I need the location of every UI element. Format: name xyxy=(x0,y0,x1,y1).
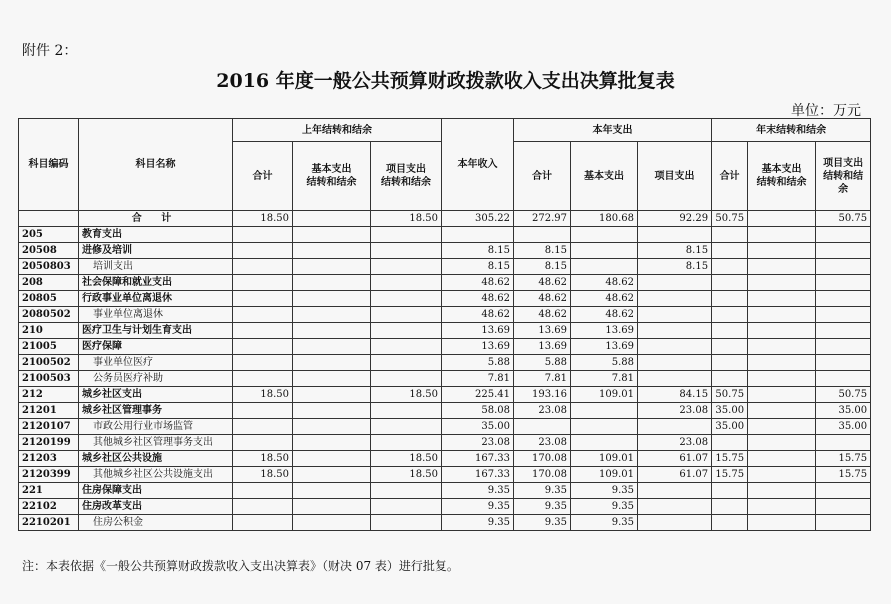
header-prev-project: 项目支出 结转和结余 xyxy=(371,142,442,211)
row-value: 48.62 xyxy=(571,291,638,307)
row-value xyxy=(712,339,748,355)
row-value xyxy=(371,483,442,499)
row-value xyxy=(712,371,748,387)
row-name: 医疗卫生与计划生育支出 xyxy=(79,323,233,339)
row-value: 50.75 xyxy=(712,387,748,403)
row-code: 2100502 xyxy=(19,355,79,371)
header-end-basic: 基本支出 结转和结余 xyxy=(748,142,816,211)
row-code xyxy=(19,211,79,227)
row-value xyxy=(293,499,371,515)
row-value: 5.88 xyxy=(571,355,638,371)
row-value xyxy=(371,435,442,451)
row-value: 61.07 xyxy=(638,451,712,467)
row-code: 221 xyxy=(19,483,79,499)
header-prev-basic: 基本支出 结转和结余 xyxy=(293,142,371,211)
row-value: 15.75 xyxy=(712,451,748,467)
row-value: 18.50 xyxy=(371,211,442,227)
row-name: 合 计 xyxy=(79,211,233,227)
row-name: 城乡社区支出 xyxy=(79,387,233,403)
row-value: 5.88 xyxy=(442,355,514,371)
row-value: 305.22 xyxy=(442,211,514,227)
row-value: 7.81 xyxy=(442,371,514,387)
row-value xyxy=(233,515,293,531)
row-value xyxy=(233,259,293,275)
row-name: 社会保障和就业支出 xyxy=(79,275,233,291)
row-value xyxy=(816,483,871,499)
row-value: 23.08 xyxy=(638,435,712,451)
header-name: 科目名称 xyxy=(79,119,233,211)
row-value xyxy=(293,419,371,435)
table-row xyxy=(19,307,871,323)
table-row xyxy=(19,259,871,275)
row-code: 205 xyxy=(19,227,79,243)
row-value xyxy=(293,483,371,499)
table-row xyxy=(19,435,871,451)
header-end-total: 合计 xyxy=(712,142,748,211)
row-value xyxy=(638,339,712,355)
row-value xyxy=(816,371,871,387)
row-value xyxy=(638,323,712,339)
row-value: 15.75 xyxy=(816,451,871,467)
row-value: 9.35 xyxy=(571,483,638,499)
row-value xyxy=(293,387,371,403)
row-value xyxy=(748,243,816,259)
row-value xyxy=(293,227,371,243)
row-value: 23.08 xyxy=(638,403,712,419)
row-value xyxy=(748,339,816,355)
table-row xyxy=(19,467,871,483)
row-name: 医疗保障 xyxy=(79,339,233,355)
row-value: 48.62 xyxy=(442,291,514,307)
row-value xyxy=(371,499,442,515)
row-value: 109.01 xyxy=(571,451,638,467)
row-value: 13.69 xyxy=(571,339,638,355)
row-value xyxy=(638,355,712,371)
row-value xyxy=(816,499,871,515)
row-value xyxy=(293,291,371,307)
row-value: 84.15 xyxy=(638,387,712,403)
budget-table xyxy=(18,118,871,531)
row-value xyxy=(233,435,293,451)
row-value xyxy=(748,387,816,403)
row-value xyxy=(748,419,816,435)
header-prev-total: 合计 xyxy=(233,142,293,211)
row-value xyxy=(293,259,371,275)
row-value xyxy=(816,323,871,339)
row-value xyxy=(712,307,748,323)
row-value xyxy=(816,307,871,323)
row-value: 15.75 xyxy=(712,467,748,483)
row-value: 23.08 xyxy=(442,435,514,451)
row-value: 92.29 xyxy=(638,211,712,227)
row-value xyxy=(638,291,712,307)
row-value: 272.97 xyxy=(514,211,571,227)
header-prev: 上年结转和结余 xyxy=(233,119,442,142)
row-value xyxy=(748,355,816,371)
table-row xyxy=(19,515,871,531)
row-value xyxy=(371,355,442,371)
row-value: 18.50 xyxy=(371,467,442,483)
row-value: 50.75 xyxy=(816,211,871,227)
page-title: 2016 年度一般公共预算财政拨款收入支出决算批复表 xyxy=(216,70,675,92)
row-value xyxy=(371,515,442,531)
header-cur-basic: 基本支出 xyxy=(571,142,638,211)
row-value xyxy=(371,371,442,387)
table-row xyxy=(19,339,871,355)
row-code: 22102 xyxy=(19,499,79,515)
row-value: 13.69 xyxy=(442,339,514,355)
row-value: 48.62 xyxy=(442,307,514,323)
header-cur: 本年支出 xyxy=(514,119,712,142)
table-row xyxy=(19,291,871,307)
table-row xyxy=(19,387,871,403)
row-value xyxy=(293,243,371,259)
row-value xyxy=(371,275,442,291)
row-value xyxy=(514,419,571,435)
row-value xyxy=(233,371,293,387)
row-value xyxy=(712,483,748,499)
row-value xyxy=(816,435,871,451)
row-value xyxy=(371,403,442,419)
row-code: 21005 xyxy=(19,339,79,355)
table-row xyxy=(19,451,871,467)
row-value xyxy=(233,323,293,339)
row-value: 48.62 xyxy=(571,307,638,323)
row-value xyxy=(638,307,712,323)
row-value xyxy=(638,419,712,435)
row-value xyxy=(816,339,871,355)
row-value xyxy=(293,467,371,483)
row-value: 18.50 xyxy=(371,387,442,403)
row-value xyxy=(638,499,712,515)
header-cur-project: 项目支出 xyxy=(638,142,712,211)
row-code: 2080502 xyxy=(19,307,79,323)
table-row xyxy=(19,419,871,435)
row-value: 9.35 xyxy=(514,483,571,499)
row-value xyxy=(233,339,293,355)
row-value: 18.50 xyxy=(233,211,293,227)
row-value: 15.75 xyxy=(816,467,871,483)
header-end-project: 项目支出 结转和结余 xyxy=(816,142,871,211)
row-value xyxy=(638,227,712,243)
row-name: 教育支出 xyxy=(79,227,233,243)
row-value xyxy=(712,355,748,371)
row-code: 20508 xyxy=(19,243,79,259)
row-value xyxy=(748,323,816,339)
row-value: 8.15 xyxy=(514,259,571,275)
row-value: 13.69 xyxy=(514,339,571,355)
row-value xyxy=(748,227,816,243)
row-value: 48.62 xyxy=(514,307,571,323)
header-code: 科目编码 xyxy=(19,119,79,211)
row-value xyxy=(638,371,712,387)
row-value xyxy=(371,323,442,339)
row-code: 20805 xyxy=(19,291,79,307)
table-row xyxy=(19,227,871,243)
row-name: 城乡社区公共设施 xyxy=(79,451,233,467)
row-value xyxy=(816,355,871,371)
row-value xyxy=(571,403,638,419)
row-value xyxy=(816,227,871,243)
row-value xyxy=(748,403,816,419)
row-name: 培训支出 xyxy=(79,259,233,275)
row-code: 2050803 xyxy=(19,259,79,275)
row-value xyxy=(638,275,712,291)
row-value xyxy=(748,371,816,387)
row-value: 167.33 xyxy=(442,451,514,467)
row-value xyxy=(638,515,712,531)
row-value: 48.62 xyxy=(514,275,571,291)
row-value xyxy=(293,371,371,387)
row-value: 35.00 xyxy=(442,419,514,435)
row-value: 170.08 xyxy=(514,451,571,467)
row-value: 109.01 xyxy=(571,387,638,403)
row-code: 210 xyxy=(19,323,79,339)
footnote: 注：本表依据《一般公共预算财政拨款收入支出决算表》（财决 07 表）进行批复。 xyxy=(22,559,459,573)
row-value xyxy=(371,307,442,323)
row-value xyxy=(712,227,748,243)
table-row xyxy=(19,355,871,371)
row-value: 9.35 xyxy=(442,483,514,499)
row-value xyxy=(293,211,371,227)
row-name: 住房保障支出 xyxy=(79,483,233,499)
row-name: 其他城乡社区公共设施支出 xyxy=(79,467,233,483)
row-value xyxy=(233,499,293,515)
row-value: 23.08 xyxy=(514,403,571,419)
row-value: 8.15 xyxy=(442,259,514,275)
row-value xyxy=(233,227,293,243)
row-value: 9.35 xyxy=(442,515,514,531)
row-value: 13.69 xyxy=(571,323,638,339)
row-value: 18.50 xyxy=(233,387,293,403)
table-row xyxy=(19,499,871,515)
row-value xyxy=(712,515,748,531)
row-value xyxy=(442,227,514,243)
row-value xyxy=(371,339,442,355)
row-value: 23.08 xyxy=(514,435,571,451)
row-value: 5.88 xyxy=(514,355,571,371)
row-value xyxy=(816,243,871,259)
attachment-label: 附件 2： xyxy=(22,43,78,59)
row-value: 13.69 xyxy=(442,323,514,339)
row-value xyxy=(712,323,748,339)
table-row xyxy=(19,211,871,227)
row-value: 35.00 xyxy=(712,403,748,419)
row-value xyxy=(293,435,371,451)
row-value xyxy=(748,483,816,499)
table-row xyxy=(19,275,871,291)
row-value: 50.75 xyxy=(712,211,748,227)
row-value: 7.81 xyxy=(514,371,571,387)
row-value xyxy=(816,259,871,275)
row-value xyxy=(233,291,293,307)
unit-label: 单位：万元 xyxy=(791,103,861,119)
row-value xyxy=(293,323,371,339)
row-value xyxy=(371,291,442,307)
row-value: 35.00 xyxy=(816,403,871,419)
row-name: 其他城乡社区管理事务支出 xyxy=(79,435,233,451)
row-value: 167.33 xyxy=(442,467,514,483)
row-value: 7.81 xyxy=(571,371,638,387)
row-value: 193.16 xyxy=(514,387,571,403)
header-income: 本年收入 xyxy=(442,119,514,211)
table-row xyxy=(19,403,871,419)
row-value: 18.50 xyxy=(233,467,293,483)
row-value xyxy=(293,275,371,291)
row-value: 61.07 xyxy=(638,467,712,483)
row-value: 50.75 xyxy=(816,387,871,403)
row-name: 行政事业单位离退休 xyxy=(79,291,233,307)
row-value xyxy=(571,227,638,243)
row-value xyxy=(293,307,371,323)
row-code: 208 xyxy=(19,275,79,291)
row-value: 225.41 xyxy=(442,387,514,403)
row-value xyxy=(233,355,293,371)
row-value xyxy=(748,291,816,307)
row-value: 35.00 xyxy=(712,419,748,435)
row-value: 18.50 xyxy=(233,451,293,467)
row-value xyxy=(712,259,748,275)
row-value: 8.15 xyxy=(638,259,712,275)
row-value: 35.00 xyxy=(816,419,871,435)
row-value xyxy=(233,403,293,419)
row-code: 2120199 xyxy=(19,435,79,451)
row-value xyxy=(233,483,293,499)
row-value xyxy=(571,435,638,451)
row-value xyxy=(293,403,371,419)
row-value xyxy=(712,499,748,515)
row-code: 2120399 xyxy=(19,467,79,483)
row-value: 48.62 xyxy=(442,275,514,291)
row-name: 住房公积金 xyxy=(79,515,233,531)
row-value xyxy=(233,419,293,435)
row-value: 13.69 xyxy=(514,323,571,339)
row-value xyxy=(514,227,571,243)
row-value: 9.35 xyxy=(571,515,638,531)
row-value: 180.68 xyxy=(571,211,638,227)
row-value: 170.08 xyxy=(514,467,571,483)
row-value xyxy=(233,307,293,323)
row-name: 公务员医疗补助 xyxy=(79,371,233,387)
row-value xyxy=(748,211,816,227)
row-value xyxy=(371,419,442,435)
row-value: 48.62 xyxy=(514,291,571,307)
row-value: 109.01 xyxy=(571,467,638,483)
row-value xyxy=(293,515,371,531)
row-name: 住房改革支出 xyxy=(79,499,233,515)
row-value xyxy=(712,435,748,451)
row-value xyxy=(712,243,748,259)
row-value xyxy=(233,243,293,259)
row-value: 9.35 xyxy=(442,499,514,515)
row-value: 8.15 xyxy=(514,243,571,259)
row-value xyxy=(712,275,748,291)
row-code: 2210201 xyxy=(19,515,79,531)
row-value xyxy=(748,435,816,451)
row-name: 城乡社区管理事务 xyxy=(79,403,233,419)
row-value xyxy=(371,227,442,243)
row-value xyxy=(748,275,816,291)
row-code: 21201 xyxy=(19,403,79,419)
row-value xyxy=(748,515,816,531)
row-value: 18.50 xyxy=(371,451,442,467)
row-value xyxy=(748,259,816,275)
row-value xyxy=(816,275,871,291)
row-value xyxy=(571,243,638,259)
row-name: 市政公用行业市场监管 xyxy=(79,419,233,435)
row-value: 58.08 xyxy=(442,403,514,419)
row-value xyxy=(816,291,871,307)
row-name: 事业单位医疗 xyxy=(79,355,233,371)
row-value xyxy=(293,339,371,355)
row-value xyxy=(816,515,871,531)
row-code: 212 xyxy=(19,387,79,403)
row-name: 事业单位离退休 xyxy=(79,307,233,323)
row-value xyxy=(712,291,748,307)
row-value xyxy=(233,275,293,291)
row-code: 2120107 xyxy=(19,419,79,435)
table-row xyxy=(19,243,871,259)
row-code: 21203 xyxy=(19,451,79,467)
row-value xyxy=(571,419,638,435)
row-value xyxy=(293,451,371,467)
row-value xyxy=(748,499,816,515)
row-value xyxy=(748,307,816,323)
row-value xyxy=(748,467,816,483)
row-value xyxy=(748,451,816,467)
row-value: 9.35 xyxy=(514,499,571,515)
row-value xyxy=(293,355,371,371)
row-value xyxy=(371,259,442,275)
row-value: 9.35 xyxy=(571,499,638,515)
row-value: 9.35 xyxy=(514,515,571,531)
header-end: 年末结转和结余 xyxy=(712,119,871,142)
table-row xyxy=(19,483,871,499)
table-row xyxy=(19,371,871,387)
row-name: 进修及培训 xyxy=(79,243,233,259)
row-value: 8.15 xyxy=(442,243,514,259)
header-cur-total: 合计 xyxy=(514,142,571,211)
row-code: 2100503 xyxy=(19,371,79,387)
row-value: 8.15 xyxy=(638,243,712,259)
row-value xyxy=(371,243,442,259)
row-value xyxy=(571,259,638,275)
row-value xyxy=(638,483,712,499)
row-value: 48.62 xyxy=(571,275,638,291)
table-row xyxy=(19,323,871,339)
